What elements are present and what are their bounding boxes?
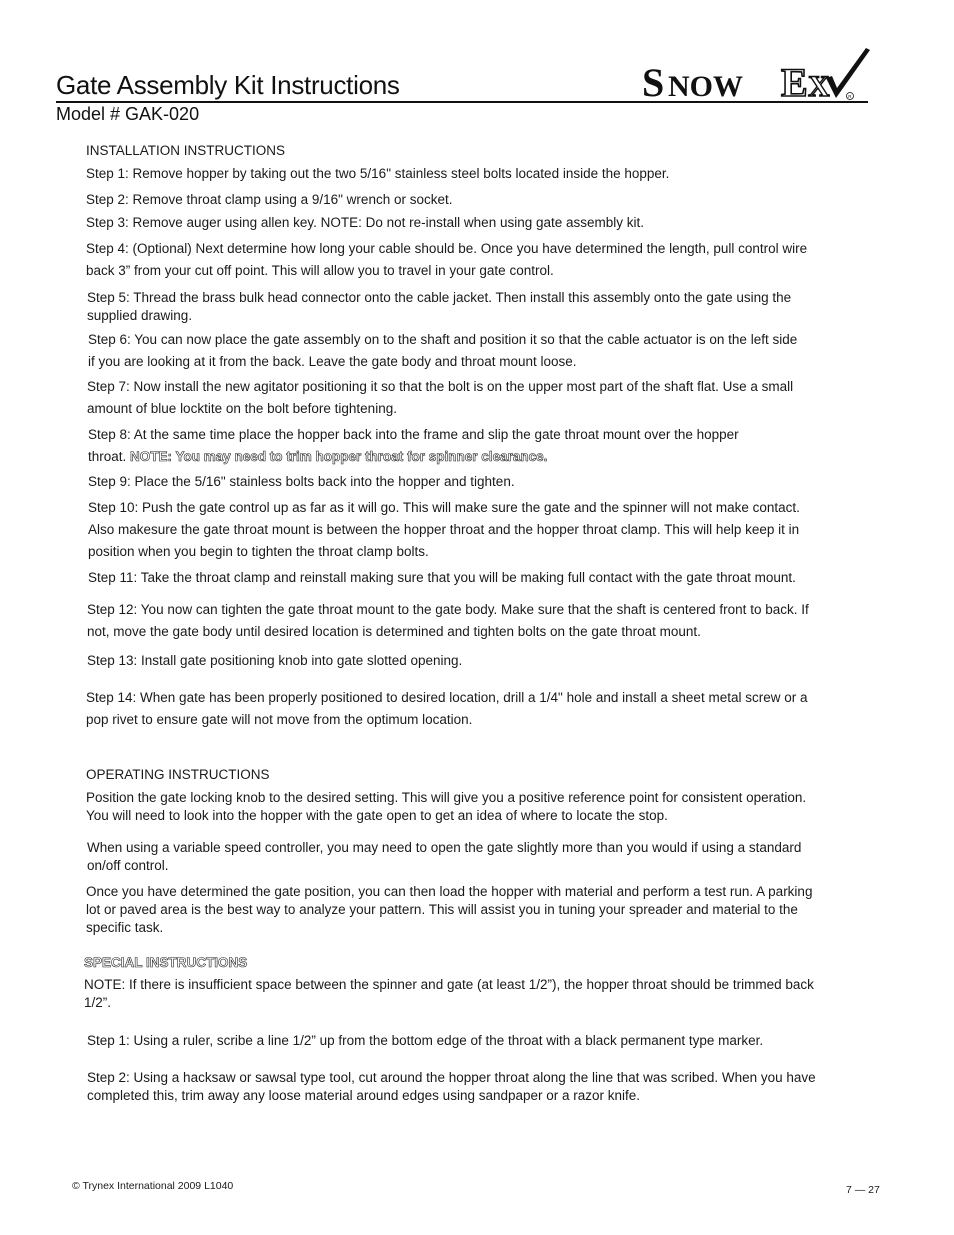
trim-note: NOTE: You may need to trim hopper throat for spinner clearance. — [130, 449, 548, 464]
install-step-8: Step 8: At the same time place the hopper back into the frame and slip the gate throat mount over the hopper throat. NOTE: You may need to trim hopper throat for spinner clearance. — [88, 427, 739, 464]
operating-heading: OPERATING INSTRUCTIONS — [86, 767, 270, 782]
snowex-logo — [640, 44, 872, 102]
model-number: Model # GAK-020 — [56, 104, 200, 124]
svg-text:X: X — [808, 70, 830, 102]
copyright-footer: © Trynex International 2009 L1040 — [72, 1180, 234, 1192]
install-step-13: Step 13: Install gate positioning knob into gate slotted opening. — [87, 653, 463, 668]
svg-text:E: E — [781, 60, 808, 102]
operating-paragraph-1: Position the gate locking knob to the desired setting. This will give you a positive reference point for consistent operation. You will need to look into the hopper with the gate open to get an idea of where to locate the stop. — [86, 790, 807, 823]
svg-text:R: R — [848, 94, 852, 99]
operating-paragraph-2: When using a variable speed controller, you may need to open the gate slightly more than you would if using a standard on/off control. — [87, 840, 802, 873]
install-step-6: Step 6: You can now place the gate assembly on to the shaft and position it so that the cable actuator is on the left side if you are looking at it from the back. Leave the gate body and throat mount loose. — [88, 332, 798, 369]
installation-heading: INSTALLATION INSTRUCTIONS — [86, 143, 286, 158]
install-step-14: Step 14: When gate has been properly positioned to desired location, drill a 1/4" hole and install a sheet metal screw or a pop rivet to ensure gate will not move from the optimum location. — [86, 690, 808, 727]
special-step-2: Step 2: Using a hacksaw or sawsal type tool, cut around the hopper throat along the line that was scribed. When you have completed this, trim away any loose material around edges using sandpaper or a razor knife. — [87, 1070, 816, 1103]
operating-paragraph-3: Once you have determined the gate position, you can then load the hopper with material and perform a test run. A parking lot or paved area is the best way to analyze your pattern. This will assist you in tuning your spreader and material to the specific task. — [86, 884, 813, 935]
svg-text:S: S — [642, 60, 665, 102]
page-number: 7 — 27 — [846, 1184, 880, 1196]
install-step-11: Step 11: Take the throat clamp and reinstall making sure that you will be making full contact with the gate throat mount. — [88, 570, 796, 585]
install-step-5: Step 5: Thread the brass bulk head connector onto the cable jacket. Then install this assembly onto the gate using the supplied drawing. — [87, 290, 792, 323]
install-step-7: Step 7: Now install the new agitator positioning it so that the bolt is on the upper most part of the shaft flat. Use a small amount of blue locktite on the bolt before tightening. — [87, 379, 794, 416]
install-step-4: Step 4: (Optional) Next determine how long your cable should be. Once you have determined the length, pull control wire back 3” from your cut off point. This will allow you to travel in your gate control. — [86, 241, 808, 278]
special-step-1: Step 1: Using a ruler, scribe a line 1/2” up from the bottom edge of the throat with a black permanent type marker. — [87, 1033, 764, 1048]
install-step-1: Step 1: Remove hopper by taking out the two 5/16" stainless steel bolts located inside the hopper. — [86, 166, 670, 181]
install-step-2: Step 2: Remove throat clamp using a 9/16" wrench or socket. — [86, 192, 453, 207]
special-heading: SPECIAL INSTRUCTIONS — [84, 955, 248, 970]
special-note: NOTE: If there is insufficient space between the spinner and gate (at least 1/2”), the hopper throat should be trimmed back 1/2”. — [84, 977, 814, 1010]
svg-text:NOW: NOW — [668, 70, 743, 102]
install-step-12: Step 12: You now can tighten the gate throat mount to the gate body. Make sure that the shaft is centered front to back. If not, move the gate body until desired location is determined and tighten bolts on the gate throat mount. — [87, 602, 809, 639]
page-title: Gate Assembly Kit Instructions — [56, 70, 400, 100]
install-step-3: Step 3: Remove auger using allen key. NOTE: Do not re-install when using gate assembly kit. — [86, 215, 645, 230]
install-step-9: Step 9: Place the 5/16" stainless bolts back into the hopper and tighten. — [88, 474, 515, 489]
install-step-10: Step 10: Push the gate control up as far as it will go. This will make sure the gate and the spinner will not make contact. Also makesure the gate throat mount is between the hopper throat and the hopper throat clamp. This will help keep it in position when you begin to tighten the throat clamp bolts. — [88, 500, 800, 559]
